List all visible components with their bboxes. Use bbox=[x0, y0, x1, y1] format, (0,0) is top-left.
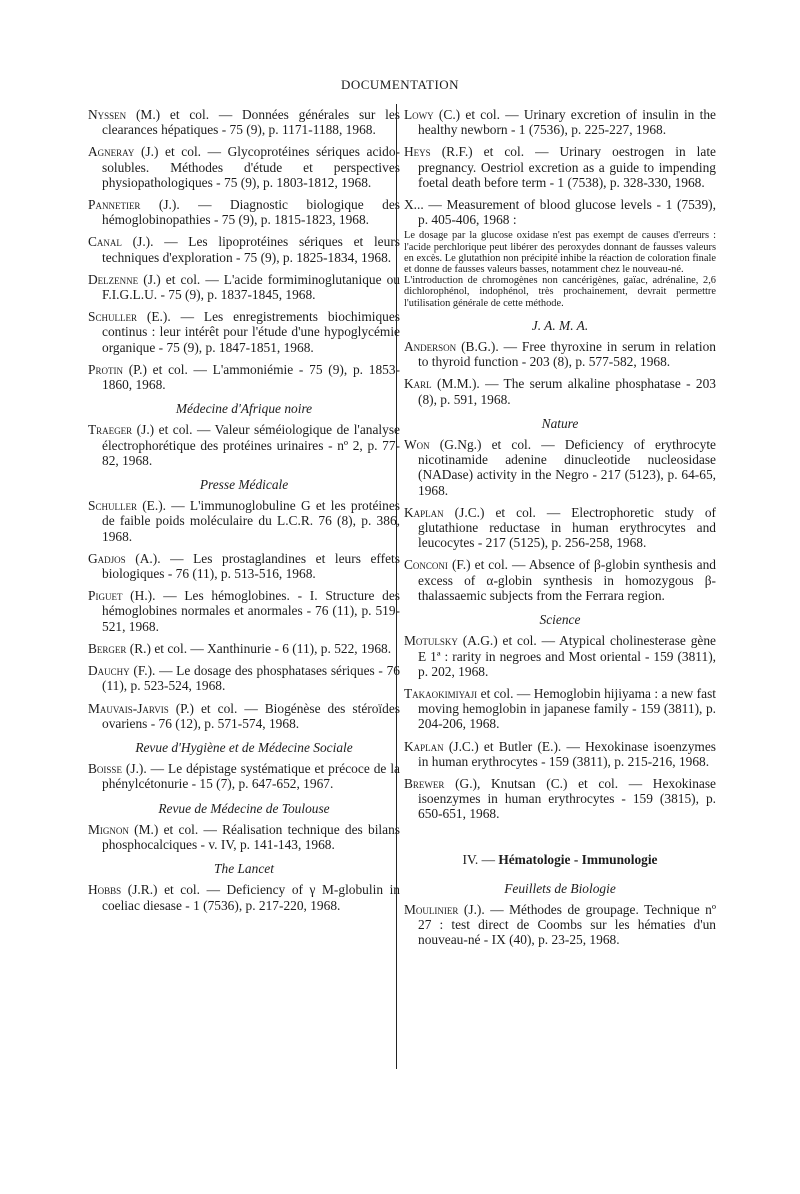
reference-text: (H.). — Les hémoglobines. - I. Structure des hémoglobines normales et anormales - 76 (11), p. 519-521, 1968. bbox=[102, 588, 400, 634]
reference-entry bbox=[88, 588, 400, 634]
reference-author: Anderson bbox=[404, 339, 457, 355]
reference-entry bbox=[404, 686, 716, 732]
reference-entry bbox=[404, 902, 716, 948]
reference-entry bbox=[88, 309, 400, 355]
reference-author: Gadjos bbox=[88, 550, 126, 566]
reference-author: Schuller bbox=[88, 309, 137, 325]
reference-text: (G.Ng.) et col. — Deficiency of erythrocyte nicotinamide adenine dinucleotide nucleosidase (NADase) activity in the Negro - 217 (5123), p. 64-65, 1968. bbox=[418, 437, 716, 498]
reference-text: — Measurement of blood glucose levels - 1 (7539), p. 405-406, 1968 : bbox=[418, 197, 716, 228]
reference-note bbox=[404, 230, 716, 308]
reference-text: (M.) et col. — Réalisation technique des bilans phosphocalciques - v. IV, p. 141-143, 1968. bbox=[102, 821, 400, 852]
reference-entry bbox=[404, 339, 716, 369]
reference-entry bbox=[88, 882, 400, 912]
journal-heading: Feuillets de Biologie bbox=[504, 880, 616, 896]
reference-author: Berger bbox=[88, 640, 127, 656]
reference-text: (J.) et col. — L'acide formiminoglutanique ou F.I.G.L.U. - 75 (9), p. 1837-1845, 1968. bbox=[102, 271, 400, 303]
reference-text: (M.) et col. — Données générales sur les clearances hépatiques - 75 (9), p. 1171-1188, 1968. bbox=[102, 107, 400, 138]
reference-author: Delzenne bbox=[88, 271, 139, 287]
reference-text: (J.C.) et Butler (E.). — Hexokinase isoenzymes in human erythrocytes - 159 (3811), p. 215-216, 1968. bbox=[418, 738, 716, 769]
reference-author: Kaplan bbox=[404, 504, 444, 520]
reference-author: Mauvais-Jarvis bbox=[88, 700, 169, 716]
reference-author: Canal bbox=[88, 234, 122, 250]
reference-author: Traeger bbox=[88, 422, 133, 438]
reference-author: Protin bbox=[88, 361, 123, 377]
page-header: DOCUMENTATION bbox=[340, 77, 460, 92]
left-column bbox=[88, 107, 400, 920]
reference-author: Heys bbox=[404, 144, 431, 160]
reference-text: (F.). — Le dosage des phosphatases sériques - 76 (11), p. 523-524, 1968. bbox=[102, 663, 400, 694]
reference-text: (J.) et col. — Glycoprotéines sériques acido-solubles. Méthodes d'étude et perspectives physiopathologiques - 75 (9), p. 1803-1812, 1968. bbox=[102, 144, 400, 190]
reference-entry bbox=[88, 422, 400, 468]
reference-text: (R.) et col. — Xanthinurie - 6 (11), p. 522, 1968. bbox=[126, 640, 392, 656]
journal-heading: Revue de Médecine de Toulouse bbox=[158, 800, 330, 816]
right-column bbox=[404, 107, 716, 955]
reference-author: Hobbs bbox=[88, 882, 122, 898]
reference-author: Piguet bbox=[88, 588, 123, 604]
reference-entry bbox=[88, 107, 400, 137]
reference-entry bbox=[88, 641, 400, 656]
reference-entry bbox=[88, 822, 400, 852]
reference-text: (F.) et col. — Absence of β-globin synthesis and excess of α-globin synthesis in homozygous β-thalassaemic subjects from the Ferrara region. bbox=[418, 557, 716, 603]
section-title: Hématologie - Immunologie bbox=[498, 851, 658, 867]
reference-author: Lowy bbox=[404, 107, 434, 122]
section-number: IV. — bbox=[462, 851, 499, 867]
reference-text: (A.G.) et col. — Atypical cholinesterase gène E 1ª : rarity in negroes and Most oriental - 159 (3811), p. 202, 1968. bbox=[418, 633, 716, 679]
reference-author: Karl bbox=[404, 376, 432, 392]
reference-entry bbox=[88, 234, 400, 264]
journal-heading: Presse Médicale bbox=[199, 477, 289, 493]
reference-text: (J.C.) et col. — Electrophoretic study of glutathione reductase in human erythrocytes and leucocytes - 217 (5125), p. 256-258, 1968. bbox=[418, 504, 716, 551]
note-paragraph: Le dosage par la glucose oxidase n'est pas exempt de causes d'erreurs : l'acide perchlorique peut libérer des peroxydes donnant de fausses valeurs en excès. Le glutathion non précipité inhibe la réaction de coloration finale et donne de fausses valeurs basses, notamment chez le nouveau-né. bbox=[404, 230, 716, 276]
reference-text: (C.) et col. — Urinary excretion of insulin in the healthy newborn - 1 (7536), p. 225-227, 1968. bbox=[418, 107, 716, 138]
reference-text: (J.) et col. — Valeur séméiologique de l'analyse électrophorétique des protéines urinaires - nº 2, p. 77-82, 1968. bbox=[102, 422, 400, 468]
reference-entry bbox=[404, 376, 716, 406]
reference-author: Conconi bbox=[404, 557, 448, 573]
reference-text: (P.) et col. — L'ammoniémie - 75 (9), p. 1853-1860, 1968. bbox=[102, 361, 400, 393]
reference-entry bbox=[404, 197, 716, 227]
reference-entry bbox=[404, 557, 716, 603]
reference-entry bbox=[404, 505, 716, 551]
reference-text: (J.). — Le dépistage systématique et précoce de la phénylcétonurie - 15 (7), p. 647-652, 1967. bbox=[102, 761, 400, 792]
reference-author: Motulsky bbox=[404, 633, 458, 649]
reference-author: Nyssen bbox=[88, 107, 127, 122]
reference-entry bbox=[88, 663, 400, 693]
reference-entry bbox=[404, 776, 716, 822]
journal-heading: The Lancet bbox=[214, 861, 274, 877]
reference-entry bbox=[88, 761, 400, 791]
reference-entry bbox=[88, 362, 400, 392]
journal-heading: Revue d'Hygiène et de Médecine Sociale bbox=[135, 739, 353, 755]
reference-author: Boisse bbox=[88, 761, 122, 777]
reference-entry bbox=[404, 633, 716, 679]
reference-entry bbox=[404, 739, 716, 769]
reference-entry bbox=[88, 197, 400, 227]
reference-author: Schuller bbox=[88, 498, 137, 514]
reference-text: (J.). — Les lipoprotéines sériques et leurs techniques d'exploration - 75 (9), p. 1825-1834, 1968. bbox=[102, 234, 400, 265]
reference-author: Brewer bbox=[404, 775, 445, 791]
reference-text: (R.F.) et col. — Urinary oestrogen in late pregnancy. Oestriol excretion as a guide to impending foetal death before term - 1 (7538), p. 328-330, 1968. bbox=[418, 144, 716, 190]
reference-entry bbox=[88, 551, 400, 581]
reference-author: Mignon bbox=[88, 821, 129, 837]
reference-author: X... bbox=[404, 197, 424, 213]
reference-author: Dauchy bbox=[88, 663, 130, 679]
reference-text: (A.). — Les prostaglandines et leurs effets biologiques - 76 (11), p. 513-516, 1968. bbox=[102, 550, 400, 582]
reference-text: (J.). — Méthodes de groupage. Technique nº 27 : test direct de Coombs sur les hématies d'un nouveau-né - IX (40), p. 23-25, 1968. bbox=[418, 901, 716, 948]
reference-text: (E.). — Les enregistrements biochimiques continus : leur intérêt pour l'étude d'une hypoglycémie organique - 75 (9), p. 1847-1851, 1968. bbox=[102, 309, 400, 355]
reference-text: et col. — Hemoglobin hijiyama : a new fast moving hemoglobin in japanese family - 159 (3811), p. 204-206, 1968. bbox=[418, 685, 716, 732]
journal-heading: Nature bbox=[541, 415, 579, 431]
reference-text: (G.), Knutsan (C.) et col. — Hexokinase isoenzymes in human erythrocytes - 159 (3815), p. 650-651, 1968. bbox=[418, 775, 716, 822]
reference-text: (B.G.). — Free thyroxine in serum in relation to thyroid function - 203 (8), p. 577-582, 1968. bbox=[418, 339, 716, 370]
reference-entry bbox=[88, 144, 400, 190]
reference-entry bbox=[404, 107, 716, 137]
reference-entry bbox=[88, 701, 400, 731]
reference-text: (J.R.) et col. — Deficiency of γ M-globulin in coeliac diesase - 1 (7536), p. 217-220, 1968. bbox=[102, 882, 400, 913]
reference-text: (P.) et col. — Biogénèse des stéroïdes ovariens - 76 (12), p. 571-574, 1968. bbox=[102, 700, 400, 731]
journal-heading: Science bbox=[539, 612, 581, 628]
reference-text: (M.M.). — The serum alkaline phosphatase - 203 (8), p. 591, 1968. bbox=[418, 376, 716, 407]
reference-entry bbox=[88, 272, 400, 302]
section-heading bbox=[404, 852, 716, 867]
reference-author: Kaplan bbox=[404, 738, 444, 754]
reference-text: (J.). — Diagnostic biologique des hémoglobinopathies - 75 (9), p. 1815-1823, 1968. bbox=[102, 197, 400, 228]
reference-text: (E.). — L'immunoglobuline G et les protéines de faible poids moléculaire du L.C.R. 76 (8), p. 386, 1968. bbox=[102, 498, 400, 544]
reference-author: Moulinier bbox=[404, 901, 459, 917]
reference-author: Takaokimiyaji bbox=[404, 685, 478, 701]
reference-entry bbox=[88, 498, 400, 544]
reference-entry bbox=[404, 437, 716, 498]
reference-entry bbox=[404, 144, 716, 190]
journal-heading: J. A. M. A. bbox=[531, 317, 589, 333]
journal-heading: Médecine d'Afrique noire bbox=[175, 401, 313, 417]
reference-author: Won bbox=[404, 437, 430, 453]
reference-author: Pannetier bbox=[88, 197, 141, 213]
reference-author: Agneray bbox=[88, 144, 135, 160]
note-paragraph: L'introduction de chromogènes non cancérigènes, gaïac, adrénaline, 2,6 dichlorophénol, indophénol, très prochainement, devrait permettre l'utilisation générale de cette méthode. bbox=[404, 275, 716, 309]
